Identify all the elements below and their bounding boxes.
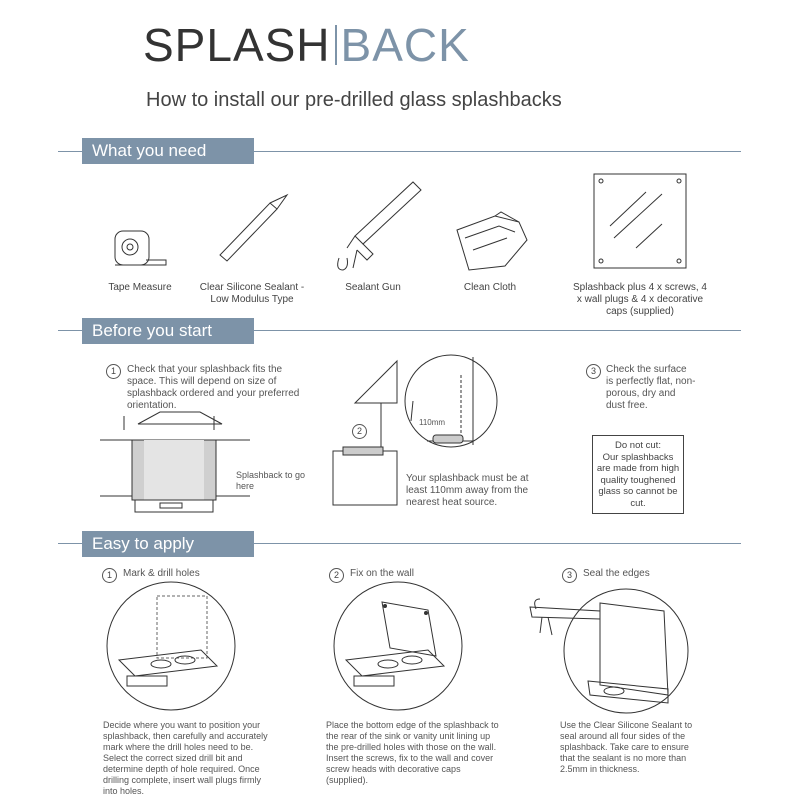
do-not-cut-box xyxy=(592,435,684,514)
brand-divider xyxy=(335,25,337,65)
do-not-cut-title: Do not cut: xyxy=(615,440,661,451)
before-step3-text: Check the surface is perfectly flat, non-porous, dry and dust free. xyxy=(606,364,696,411)
step-number: 1 xyxy=(102,568,117,583)
distance-label: 110mm xyxy=(419,418,446,427)
kitchen-space-diagram xyxy=(100,410,250,520)
sealant-tube-icon xyxy=(215,195,295,265)
step-number: 3 xyxy=(562,568,577,583)
before-step1-text: Check that your splashback fits the space. This will depend on size of splashback ordered and your preferred orientation. xyxy=(127,364,300,411)
easy-step1-title: Mark & drill holes xyxy=(123,568,200,579)
section-header-easy: Easy to apply xyxy=(82,531,254,557)
brand-part1: SPLASH xyxy=(143,19,331,71)
do-not-cut-text: Our splashbacks are made from high quality toughened glass so cannot be cut. xyxy=(596,451,680,509)
easy-step3-text: Use the Clear Silicone Sealant to seal around all four sides of the splashback. Take care to ensure that the sealant is no more than 2.5mm in thickness. xyxy=(560,720,693,774)
before-step2-text: Your splashback must be at least 110mm away from the nearest heat source. xyxy=(406,473,529,508)
easy-step3-title: Seal the edges xyxy=(583,568,650,579)
splashback-label: Splashback to go here xyxy=(236,470,306,491)
fix-wall-diagram xyxy=(332,580,464,712)
item-label-cloth: Clean Cloth xyxy=(463,282,517,293)
sealant-gun-icon xyxy=(333,178,433,273)
step-number: 2 xyxy=(329,568,344,583)
drill-holes-diagram xyxy=(105,580,237,712)
page-subtitle: How to install our pre-drilled glass splashbacks xyxy=(146,89,562,111)
easy-step1-text: Decide where you want to position your splashback, then carefully and accurately mark where the drill holes need to be. Select the correct sized drill bit and determine depth of hole required. Once drilling complete, insert wall plugs firmly into holes. xyxy=(103,720,268,796)
easy-step2-title: Fix on the wall xyxy=(350,568,414,579)
tape-measure-icon xyxy=(112,225,172,270)
section-header-need: What you need xyxy=(82,138,254,164)
easy-step2-text: Place the bottom edge of the splashback to the rear of the sink or vanity unit lining up the pre-drilled holes with those on the wall. Insert the screws, fix to the wall and cover screw heads with decorative caps (supplied). xyxy=(326,720,499,785)
seal-edges-diagram xyxy=(528,585,678,720)
brand-part2: BACK xyxy=(340,19,470,71)
brand-logo xyxy=(143,18,470,72)
item-label-gun: Sealant Gun xyxy=(345,282,401,293)
section-header-before: Before you start xyxy=(82,318,254,344)
glass-panel-icon xyxy=(592,172,688,270)
step-number: 1 xyxy=(106,364,121,379)
item-label-tape: Tape Measure xyxy=(108,282,172,293)
step-number: 3 xyxy=(586,364,601,379)
item-label-splashback: Splashback plus 4 x screws, 4 x wall plugs & 4 x decorative caps (supplied) xyxy=(573,282,707,317)
cloth-icon xyxy=(455,210,530,272)
item-label-sealant: Clear Silicone Sealant - Low Modulus Type xyxy=(199,282,305,305)
step-number: 2 xyxy=(352,424,367,439)
